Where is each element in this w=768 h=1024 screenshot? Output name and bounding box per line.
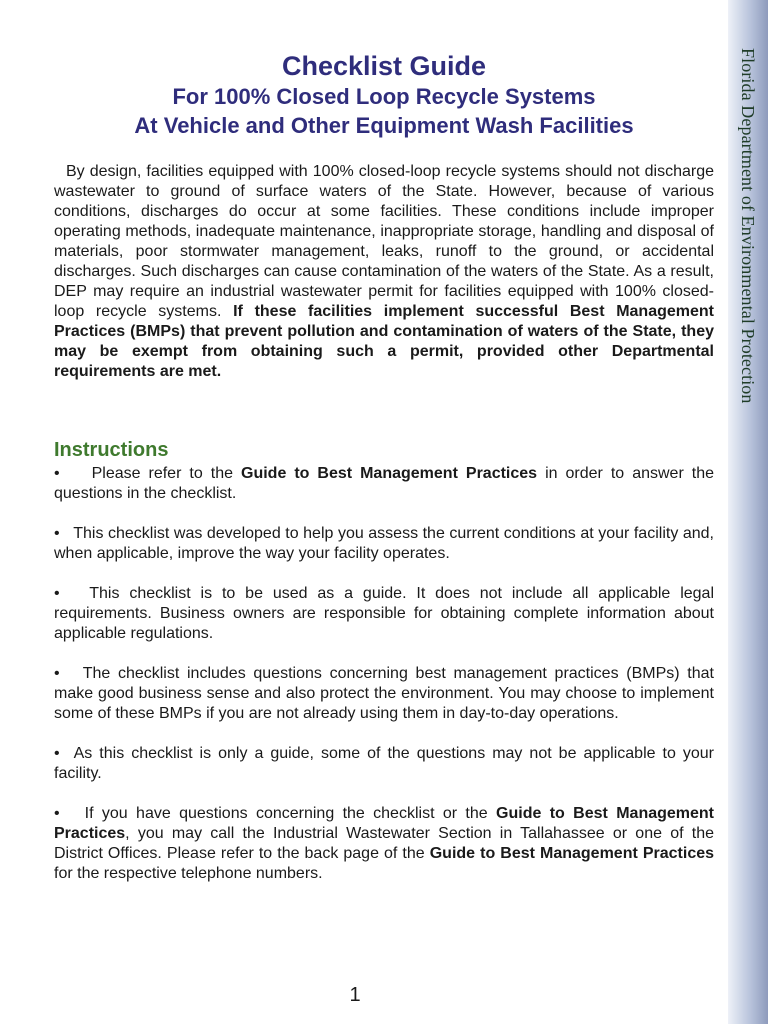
instruction-6-bold-2: Guide to Best Management Practices	[429, 845, 715, 862]
instruction-item-2	[54, 524, 714, 564]
instruction-item-1	[54, 464, 714, 504]
instructions-heading: Instructions	[54, 439, 169, 461]
instruction-item-5	[54, 744, 714, 784]
bullet-icon: •	[54, 805, 60, 822]
instruction-1-text: Please refer to the	[91, 465, 233, 482]
instruction-6-text: If you have questions concerning the checklist or the	[84, 805, 488, 822]
instruction-item-3	[54, 584, 714, 644]
intro-text: By design, facilities equipped with 100% closed-loop recycle systems should not discharge wastewater to ground of surface waters of the State. However, because of various conditions, discharges do occur at some facilities. These conditions include improper operating methods, inadequate maintenance, inappropriate storage, handling and disposal of materials, poor stormwater management, leaks, runoff to the ground, or accidental discharges. Such discharges can cause contamination of the waters of the State. As a result, DEP may require an industrial wastewater permit for facilities equipped with 100% closed-loop recycle systems.	[54, 163, 714, 320]
instruction-item-6	[54, 804, 714, 884]
document-body	[54, 162, 714, 884]
document-header	[30, 50, 738, 140]
document-title: Checklist Guide	[281, 51, 487, 81]
instruction-2-text: This checklist was developed to help you assess the current conditions at your facility and, when applicable, improve the way your facility operates.	[54, 525, 714, 562]
instruction-4-text: The checklist includes questions concerning best management practices (BMPs) that make good business sense and also protect the environment. You may choose to implement some of these BMPs if you are not already using them in day-to-day operations.	[54, 665, 714, 722]
bullet-icon: •	[54, 745, 60, 762]
instruction-3-text: This checklist is to be used as a guide. It does not include all applicable legal requirements. Business owners are responsible for obtaining complete information about applicable regulations.	[54, 585, 714, 642]
instruction-6-bold-1: Guide to Best Management Practices	[54, 805, 715, 842]
instruction-1-text-end: in order to answer the questions in the checklist.	[54, 465, 715, 502]
bullet-icon: •	[54, 585, 60, 602]
bullet-icon: •	[54, 525, 60, 542]
instruction-1-bold: Guide to Best Management Practices	[241, 465, 538, 482]
subtitle-line-2: At Vehicle and Other Equipment Wash Facilities	[134, 113, 634, 138]
page-number: 1	[349, 984, 361, 1006]
instruction-5-text: As this checklist is only a guide, some of the questions may not be applicable to your facility.	[54, 745, 715, 782]
instruction-6-text-mid: , you may call the Industrial Wastewater Section in Tallahassee or one of the District Offices. Please refer to the back page of the	[54, 825, 714, 862]
instruction-item-4	[54, 664, 714, 724]
subtitle-line-1: For 100% Closed Loop Recycle Systems	[172, 84, 596, 109]
bullet-icon: •	[54, 465, 60, 482]
agency-name-vertical: Florida Department of Environmental Protection	[738, 48, 758, 404]
intro-paragraph	[54, 162, 714, 382]
instruction-6-text-end: for the respective telephone numbers.	[54, 865, 323, 882]
bullet-icon: •	[54, 665, 60, 682]
intro-bold-text: If these facilities implement successful Best Management Practices (BMPs) that prevent pollution and contamination of waters of the State, they may be exempt from obtaining such a permit, provided other Departmental requirements are met.	[54, 303, 715, 380]
